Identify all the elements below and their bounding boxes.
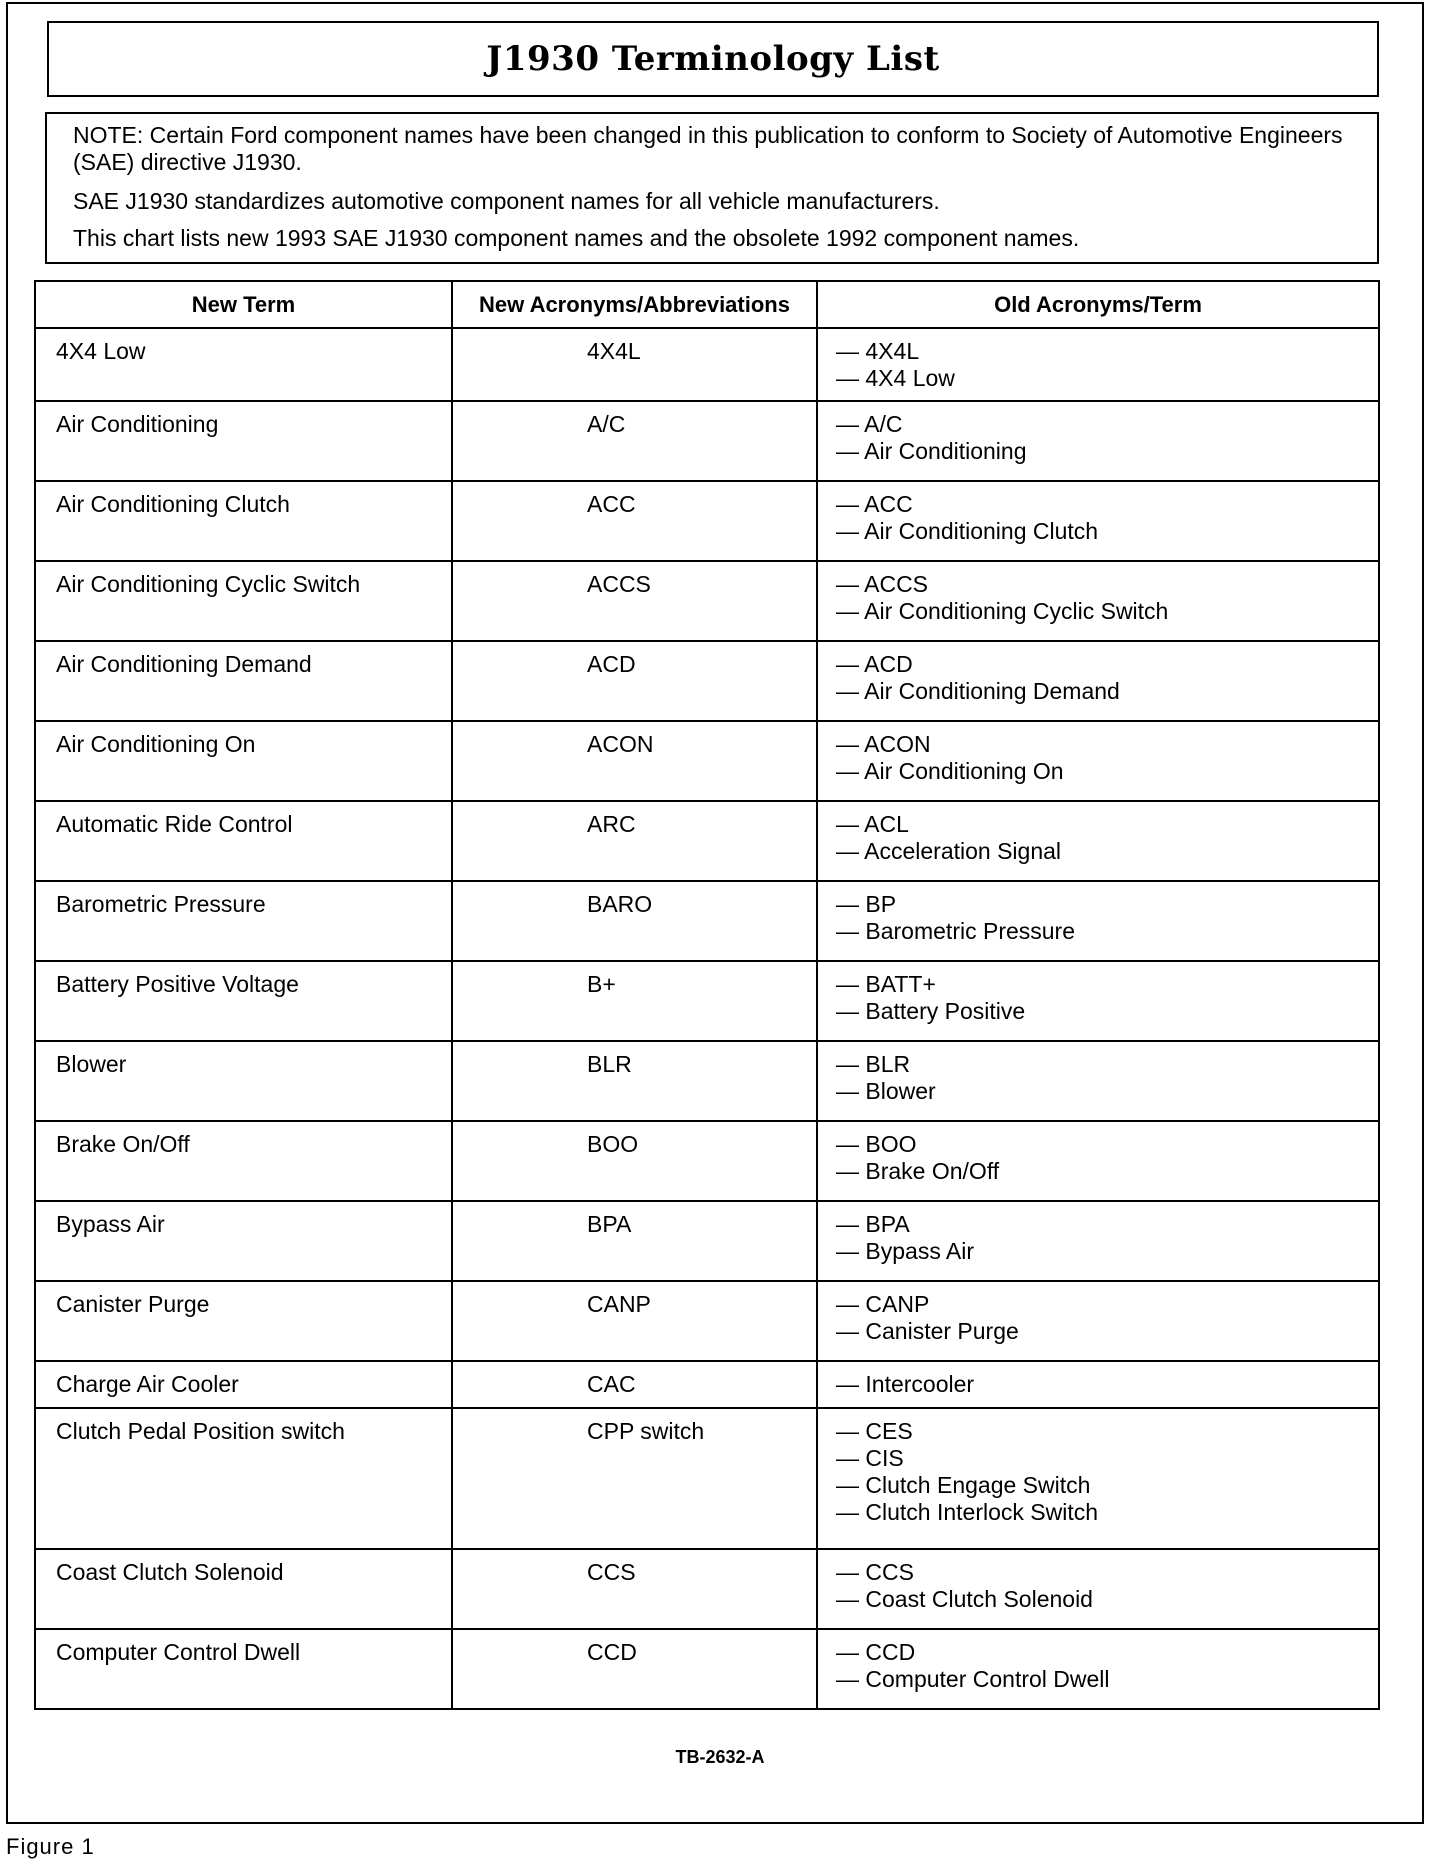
table-row [35, 1121, 1379, 1201]
old-term-line: — Coast Clutch Solenoid [836, 1586, 1093, 1612]
table-row [35, 1201, 1379, 1281]
old-term-line: — Intercooler [836, 1371, 975, 1397]
table-row [35, 1629, 1379, 1709]
cell-new-acronym: CCD [452, 1629, 817, 1709]
title-box [47, 21, 1379, 97]
old-term-line: — CCS [836, 1559, 914, 1585]
cell-old-terms [817, 721, 1379, 801]
header-new-term: New Term [35, 281, 452, 328]
old-term-line: — CCD [836, 1639, 916, 1665]
table-row [35, 1281, 1379, 1361]
old-term-line: — 4X4 Low [836, 365, 955, 391]
table-row [35, 561, 1379, 641]
old-term-line: — Barometric Pressure [836, 918, 1076, 944]
table-header-row [35, 281, 1379, 328]
cell-new-term: Canister Purge [35, 1281, 452, 1361]
cell-old-terms [817, 401, 1379, 481]
table-row [35, 481, 1379, 561]
note-line-3: This chart lists new 1993 SAE J1930 component names and the obsolete 1992 component names. [73, 225, 1080, 251]
cell-new-term: 4X4 Low [35, 328, 452, 401]
old-term-line: — BATT+ [836, 971, 936, 997]
table-row [35, 1549, 1379, 1629]
cell-new-acronym: BARO [452, 881, 817, 961]
cell-old-terms [817, 1629, 1379, 1709]
cell-old-terms [817, 641, 1379, 721]
cell-new-term: Air Conditioning [35, 401, 452, 481]
cell-old-terms [817, 1361, 1379, 1408]
old-term-line: — CIS [836, 1445, 904, 1471]
cell-old-terms [817, 561, 1379, 641]
table-row [35, 961, 1379, 1041]
old-term-line: — Acceleration Signal [836, 838, 1062, 864]
old-term-line: — Air Conditioning [836, 438, 1027, 464]
cell-new-term: Coast Clutch Solenoid [35, 1549, 452, 1629]
cell-new-acronym: ACC [452, 481, 817, 561]
cell-old-terms [817, 801, 1379, 881]
cell-new-term: Brake On/Off [35, 1121, 452, 1201]
old-term-line: — Air Conditioning On [836, 758, 1064, 784]
cell-old-terms [817, 481, 1379, 561]
cell-new-term: Battery Positive Voltage [35, 961, 452, 1041]
terminology-table-wrap [34, 280, 1378, 1710]
old-term-line: — Bypass Air [836, 1238, 975, 1264]
cell-new-acronym: ARC [452, 801, 817, 881]
cell-old-terms [817, 1281, 1379, 1361]
old-term-line: — Clutch Engage Switch [836, 1472, 1091, 1498]
cell-new-acronym: ACD [452, 641, 817, 721]
cell-new-term: Bypass Air [35, 1201, 452, 1281]
old-term-line: — ACCS [836, 571, 929, 597]
old-term-line: — Battery Positive [836, 998, 1026, 1024]
terminology-table [34, 280, 1380, 1710]
figure-label: Figure 1 [6, 1834, 95, 1859]
cell-old-terms [817, 1041, 1379, 1121]
note-line-1: NOTE: Certain Ford component names have been changed in this publication to conform to Society of Automotive Engineers (SAE) directive J1930. [73, 122, 1343, 175]
old-term-line: — ACC [836, 491, 913, 517]
tb-code: TB-2632-A [675, 1747, 765, 1767]
old-term-line: — CANP [836, 1291, 930, 1317]
cell-new-term: Blower [35, 1041, 452, 1121]
cell-new-term: Barometric Pressure [35, 881, 452, 961]
old-term-line: — BP [836, 891, 897, 917]
old-term-line: — A/C [836, 411, 903, 437]
cell-new-acronym: ACON [452, 721, 817, 801]
header-old-acronyms: Old Acronyms/Term [817, 281, 1379, 328]
cell-new-acronym: CPP switch [452, 1408, 817, 1549]
old-term-line: — ACD [836, 651, 913, 677]
cell-new-acronym: BPA [452, 1201, 817, 1281]
cell-new-acronym: BLR [452, 1041, 817, 1121]
old-term-line: — BLR [836, 1051, 911, 1077]
cell-new-acronym: 4X4L [452, 328, 817, 401]
page-title: J1930 Terminology List [486, 39, 940, 79]
old-term-line: — Brake On/Off [836, 1158, 1000, 1184]
cell-new-term: Air Conditioning On [35, 721, 452, 801]
cell-old-terms [817, 1549, 1379, 1629]
cell-new-acronym: CCS [452, 1549, 817, 1629]
cell-new-term: Air Conditioning Cyclic Switch [35, 561, 452, 641]
note-box [45, 112, 1379, 264]
old-term-line: — Air Conditioning Demand [836, 678, 1120, 704]
old-term-line: — Blower [836, 1078, 936, 1104]
cell-old-terms [817, 1121, 1379, 1201]
cell-new-term: Automatic Ride Control [35, 801, 452, 881]
note-line-2: SAE J1930 standardizes automotive component names for all vehicle manufacturers. [73, 188, 940, 214]
cell-new-term: Computer Control Dwell [35, 1629, 452, 1709]
cell-old-terms [817, 1201, 1379, 1281]
cell-new-acronym: A/C [452, 401, 817, 481]
header-new-acronyms: New Acronyms/Abbreviations [452, 281, 817, 328]
table-row [35, 721, 1379, 801]
cell-new-term: Charge Air Cooler [35, 1361, 452, 1408]
cell-new-term: Air Conditioning Clutch [35, 481, 452, 561]
table-row [35, 1408, 1379, 1549]
old-term-line: — 4X4L [836, 338, 920, 364]
old-term-line: — ACL [836, 811, 909, 837]
cell-new-acronym: CAC [452, 1361, 817, 1408]
cell-new-acronym: BOO [452, 1121, 817, 1201]
cell-old-terms [817, 328, 1379, 401]
table-row [35, 881, 1379, 961]
cell-new-acronym: CANP [452, 1281, 817, 1361]
old-term-line: — Air Conditioning Clutch [836, 518, 1099, 544]
table-row [35, 1361, 1379, 1408]
cell-old-terms [817, 881, 1379, 961]
cell-old-terms [817, 961, 1379, 1041]
table-row [35, 641, 1379, 721]
table-row [35, 328, 1379, 401]
cell-new-term: Air Conditioning Demand [35, 641, 452, 721]
cell-old-terms [817, 1408, 1379, 1549]
cell-new-term: Clutch Pedal Position switch [35, 1408, 452, 1549]
old-term-line: — Canister Purge [836, 1318, 1019, 1344]
old-term-line: — CES [836, 1418, 913, 1444]
cell-new-acronym: B+ [452, 961, 817, 1041]
old-term-line: — Clutch Interlock Switch [836, 1499, 1099, 1525]
old-term-line: — BPA [836, 1211, 910, 1237]
cell-new-acronym: ACCS [452, 561, 817, 641]
table-body [35, 328, 1379, 1709]
old-term-line: — Air Conditioning Cyclic Switch [836, 598, 1169, 624]
table-row [35, 1041, 1379, 1121]
old-term-line: — Computer Control Dwell [836, 1666, 1110, 1692]
old-term-line: — ACON [836, 731, 931, 757]
table-row [35, 801, 1379, 881]
table-row [35, 401, 1379, 481]
old-term-line: — BOO [836, 1131, 917, 1157]
